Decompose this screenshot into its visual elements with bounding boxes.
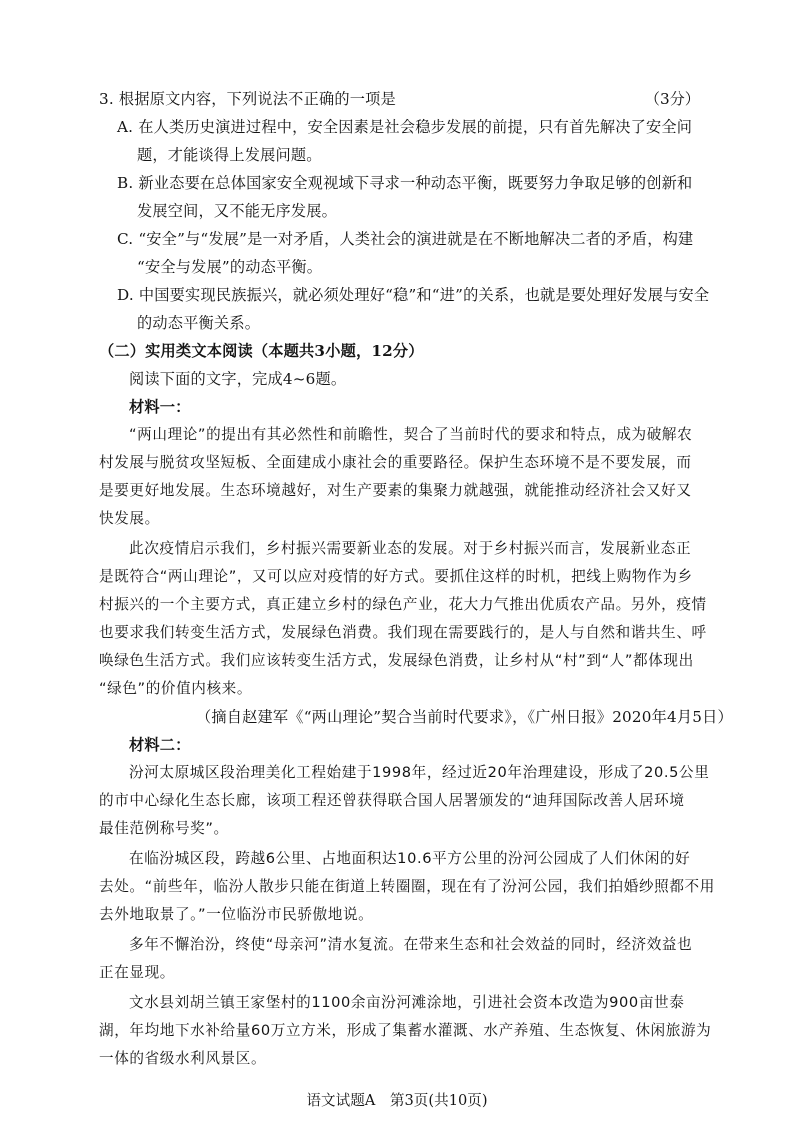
material-2-line: 文水县刘胡兰镇王家堡村的1100余亩汾河滩涂地，引进社会资本改造为900亩世泰 <box>129 994 685 1011</box>
material-1-line: 也要求我们转变生活方式，发展绿色消费。我们现在需要践行的，是人与自然和谐共生、呼 <box>99 624 707 641</box>
page-footer: 语文试题A 第3页(共10页) <box>306 1092 488 1109</box>
material-1-line: 村发展与脱贫攻坚短板、全面建成小康社会的重要路径。保护生态环境不是不要发展，而 <box>99 454 692 471</box>
material-2-line: 一体的省级水利风景区。 <box>99 1050 267 1067</box>
material-1-line: “绿色”的价值内核来。 <box>99 680 253 697</box>
option-a-line-1: A. 在人类历史演进过程中，安全因素是社会稳步发展的前提，只有首先解决了安全问 <box>117 118 693 136</box>
question-3-points: （3分） <box>644 90 700 108</box>
option-b-line-1: B. 新业态要在总体国家安全观视域下寻求一种动态平衡，既要努力争取足够的创新和 <box>117 174 693 192</box>
option-c-line-1: C. “安全”与“发展”是一对矛盾，人类社会的演进就是在不断地解决二者的矛盾，构建 <box>117 230 694 248</box>
option-d-line-2: 的动态平衡关系。 <box>137 314 261 332</box>
material-2-line: 去外地取景了。”一位临汾市民骄傲地说。 <box>99 906 374 923</box>
material-2-line: 汾河太原城区段治理美化工程始建于1998年，经过近20年治理建设，形成了20.5公里 <box>129 764 710 781</box>
material-2-label: 材料二： <box>129 736 191 754</box>
material-1-label: 材料一： <box>129 398 191 416</box>
option-b-line-2: 发展空间，又不能无序发展。 <box>137 202 338 220</box>
question-3-stem: 3. 根据原文内容，下列说法不正确的一项是 <box>99 90 396 108</box>
material-1-line: “两山理论”的提出有其必然性和前瞻性，契合了当前时代的要求和特点，成为破解农 <box>129 426 693 443</box>
option-d-line-1: D. 中国要实现民族振兴，就必须处理好“稳”和“进”的关系，也就是要处理好发展与安全 <box>117 286 710 304</box>
material-2-line: 湖，年均地下水补给量60万立方米，形成了集蓄水灌溉、水产养殖、生态恢复、休闲旅游为 <box>99 1022 712 1039</box>
material-1-line: 是既符合“两山理论”，又可以应对疫情的好方式。要抓住这样的时机，把线上购物作为乡 <box>99 568 693 585</box>
material-2-line: 去处。“前些年，临汾人散步只能在街道上转圈圈，现在有了汾河公园，我们拍婚纱照都不用 <box>99 878 715 895</box>
material-2-line: 最佳范例称号奖”。 <box>99 820 229 837</box>
material-2-line: 在临汾城区段，跨越6公里、占地面积达10.6平方公里的汾河公园成了人们休闲的好 <box>129 850 691 867</box>
material-1-line: 唤绿色生活方式。我们应该转变生活方式，发展绿色消费，让乡村从“村”到“人”都体现出 <box>99 652 694 669</box>
material-1-line: 村振兴的一个主要方式，真正建立乡村的绿色产业，花大力气推出优质农产品。另外，疫情 <box>99 596 707 613</box>
material-1-line: 此次疫情启示我们，乡村振兴需要新业态的发展。对于乡村振兴而言，发展新业态正 <box>129 540 692 557</box>
material-1-line: 快发展。 <box>99 510 160 527</box>
option-c-line-2: “安全与发展”的动态平衡。 <box>137 258 323 276</box>
option-a-line-2: 题，才能谈得上发展问题。 <box>137 146 322 164</box>
section-instruction: 阅读下面的文字，完成4~6题。 <box>129 370 347 388</box>
material-1-line: 是要更好地发展。生态环境越好，对生产要素的集聚力就越强，就能推动经济社会又好又 <box>99 482 692 499</box>
section-heading: （二）实用类文本阅读（本题共3小题，12分） <box>99 342 424 360</box>
material-2-line: 正在显现。 <box>99 964 175 981</box>
material-2-line: 的市中心绿化生态长廊，该项工程还曾获得联合国人居署颁发的“迪拜国际改善人居环境 <box>99 792 685 809</box>
material-1-source: （摘自赵建军《“两山理论”契合当前时代要求》，《广州日报》2020年4月5日） <box>196 708 733 726</box>
material-2-line: 多年不懈治汾，终使“母亲河”清水复流。在带来生态和社会效益的同时，经济效益也 <box>129 936 693 953</box>
